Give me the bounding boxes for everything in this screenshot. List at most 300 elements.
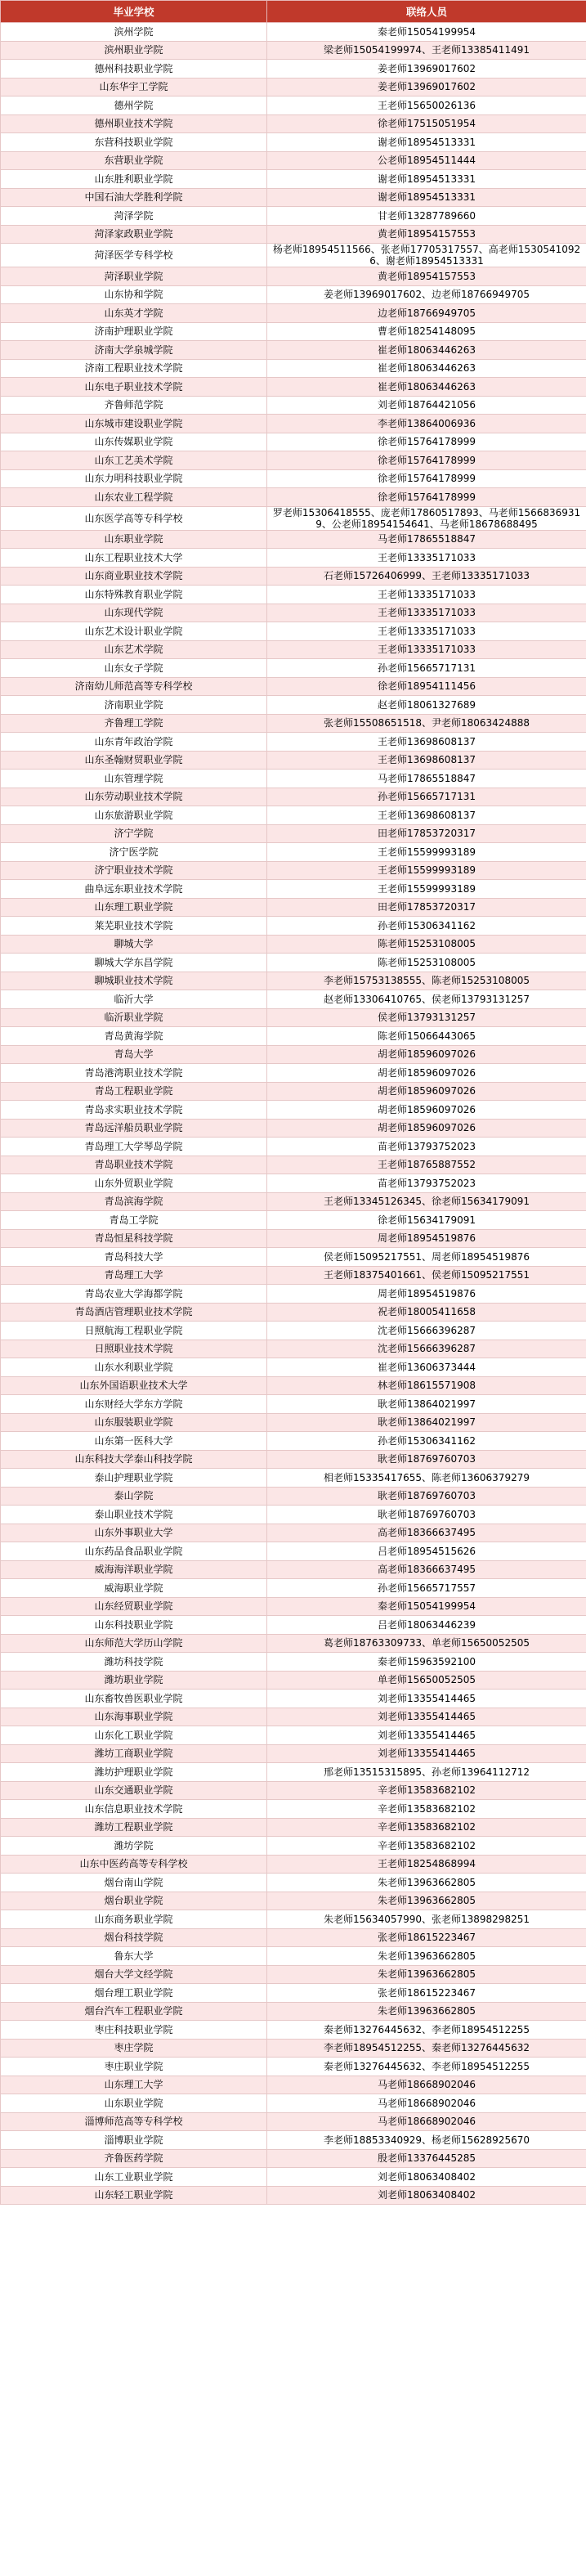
school-cell: 临沂职业学院 [1, 1008, 267, 1027]
contact-cell: 崔老师18063446263 [267, 378, 586, 397]
contact-cell: 辛老师13583682102 [267, 1800, 586, 1819]
contact-cell: 孙老师15665717557 [267, 1579, 586, 1598]
school-cell: 烟台科技学院 [1, 1928, 267, 1947]
school-cell: 山东艺术设计职业学院 [1, 622, 267, 641]
contact-cell: 王老师13345126345、徐老师15634179091 [267, 1192, 586, 1211]
table-row [1, 1800, 586, 1819]
table-row [1, 2149, 586, 2168]
table-row [1, 1303, 586, 1322]
contact-cell: 边老师18766949705 [267, 304, 586, 323]
table-row [1, 806, 586, 825]
contact-cell: 耿老师18769760703 [267, 1506, 586, 1524]
school-cell: 泰山职业技术学院 [1, 1506, 267, 1524]
school-cell: 日照航海工程职业学院 [1, 1322, 267, 1340]
table-row [1, 1597, 586, 1616]
table-row [1, 1156, 586, 1174]
school-cell: 烟台职业学院 [1, 1892, 267, 1910]
school-cell: 德州学院 [1, 96, 267, 115]
contact-cell: 周老师18954519876 [267, 1229, 586, 1248]
contact-cell: 耿老师18769760703 [267, 1487, 586, 1506]
school-cell: 聊城大学东昌学院 [1, 954, 267, 972]
school-cell: 枣庄职业学院 [1, 2058, 267, 2076]
table-row [1, 1579, 586, 1598]
school-cell: 德州职业技术学院 [1, 114, 267, 133]
contact-cell: 张老师15508651518、尹老师18063424888 [267, 714, 586, 733]
school-cell: 山东艺术学院 [1, 640, 267, 659]
contact-cell: 王老师18375401661、侯老师15095217551 [267, 1266, 586, 1285]
contact-cell: 孙老师15306341162 [267, 917, 586, 936]
contact-cell: 陈老师15253108005 [267, 935, 586, 954]
contact-cell: 李老师15753138555、陈老师15253108005 [267, 972, 586, 990]
table-row [1, 1285, 586, 1304]
school-cell: 齐鲁师范学院 [1, 396, 267, 415]
contact-cell: 高老师18366637495 [267, 1560, 586, 1579]
contact-cell: 葛老师18763309733、单老师15650052505 [267, 1634, 586, 1653]
contact-cell: 吕老师18063446239 [267, 1616, 586, 1635]
table-row [1, 2112, 586, 2131]
school-cell: 山东华宇工学院 [1, 78, 267, 96]
contact-cell: 沈老师15666396287 [267, 1322, 586, 1340]
table-row [1, 506, 586, 530]
table-row [1, 60, 586, 79]
table-row [1, 567, 586, 586]
school-cell: 山东化工职业学院 [1, 1726, 267, 1745]
school-cell: 潍坊工商职业学院 [1, 1744, 267, 1763]
school-cell: 山东外贸职业学院 [1, 1174, 267, 1193]
table-row [1, 1763, 586, 1782]
school-cell: 潍坊护理职业学院 [1, 1763, 267, 1782]
school-cell: 青岛工程职业学院 [1, 1082, 267, 1101]
table-row [1, 1947, 586, 1966]
contact-cell: 王老师15650026136 [267, 96, 586, 115]
contact-cell: 胡老师18596097026 [267, 1064, 586, 1083]
table-row [1, 861, 586, 880]
school-cell: 聊城职业技术学院 [1, 972, 267, 990]
contact-cell: 梁老师15054199974、王老师13385411491 [267, 41, 586, 60]
school-cell: 济南幼儿师范高等专科学校 [1, 677, 267, 696]
table-row [1, 244, 586, 267]
contact-cell: 朱老师13963662805 [267, 1874, 586, 1892]
table-row [1, 1690, 586, 1708]
table-row [1, 2021, 586, 2040]
contact-cell: 王老师15599993189 [267, 861, 586, 880]
table-body [1, 23, 586, 2205]
table-row [1, 1413, 586, 1432]
table-row [1, 188, 586, 207]
contact-cell: 张老师18615223467 [267, 1984, 586, 2003]
school-cell: 烟台大学文经学院 [1, 1965, 267, 1984]
contact-cell: 赵老师18061327689 [267, 696, 586, 715]
contact-cell: 王老师13698608137 [267, 733, 586, 752]
table-row [1, 2076, 586, 2094]
contact-cell: 王老师13335171033 [267, 640, 586, 659]
contact-cell: 孙老师15665717131 [267, 659, 586, 678]
contact-cell: 李老师18954512255、秦老师13276445632 [267, 2039, 586, 2058]
contact-cell: 姜老师13969017602、边老师18766949705 [267, 285, 586, 304]
contact-cell: 徐老师15764178999 [267, 488, 586, 507]
table-row [1, 1671, 586, 1690]
table-row [1, 1855, 586, 1874]
school-cell: 山东传媒职业学院 [1, 433, 267, 451]
contact-cell: 马老师18668902046 [267, 2094, 586, 2113]
table-row [1, 1928, 586, 1947]
table-row [1, 2094, 586, 2113]
school-cell: 潍坊科技学院 [1, 1653, 267, 1672]
school-cell: 青岛黄海学院 [1, 1027, 267, 1046]
school-cell: 山东胜利职业学院 [1, 170, 267, 189]
contact-cell: 侯老师15095217551、周老师18954519876 [267, 1248, 586, 1267]
school-cell: 菏泽家政职业学院 [1, 225, 267, 244]
table-row [1, 1965, 586, 1984]
table-row [1, 1450, 586, 1469]
school-cell: 山东城市建设职业学院 [1, 415, 267, 433]
school-cell: 山东轻工职业学院 [1, 2186, 267, 2205]
contact-cell: 马老师17865518847 [267, 770, 586, 788]
table-row [1, 114, 586, 133]
table-row [1, 714, 586, 733]
table-row [1, 396, 586, 415]
contact-cell: 祝老师18005411658 [267, 1303, 586, 1322]
school-cell: 青岛港湾职业技术学院 [1, 1064, 267, 1083]
table-row [1, 1432, 586, 1451]
school-cell: 山东现代学院 [1, 604, 267, 622]
school-cell: 山东女子学院 [1, 659, 267, 678]
contact-cell: 孙老师15306341162 [267, 1432, 586, 1451]
school-cell: 潍坊职业学院 [1, 1671, 267, 1690]
contact-cell: 朱老师13963662805 [267, 2002, 586, 2021]
school-cell: 曲阜远东职业技术学院 [1, 880, 267, 899]
contact-cell: 辛老师13583682102 [267, 1781, 586, 1800]
school-cell: 山东外国语职业技术大学 [1, 1376, 267, 1395]
table-row [1, 23, 586, 42]
school-cell: 潍坊工程职业学院 [1, 1818, 267, 1837]
table-row [1, 1781, 586, 1800]
table-row [1, 225, 586, 244]
contact-cell: 苗老师13793752023 [267, 1174, 586, 1193]
contact-cell: 谢老师18954513331 [267, 133, 586, 152]
school-cell: 山东师范大学历山学院 [1, 1634, 267, 1653]
school-cell: 山东旅游职业学院 [1, 806, 267, 825]
table-row [1, 170, 586, 189]
table-row [1, 1045, 586, 1064]
school-cell: 德州科技职业学院 [1, 60, 267, 79]
contact-cell: 陈老师15066443065 [267, 1027, 586, 1046]
contact-cell: 王老师13335171033 [267, 549, 586, 568]
contact-cell: 姜老师13969017602 [267, 78, 586, 96]
contact-cell: 张老师18615223467 [267, 1928, 586, 1947]
contact-cell: 秦老师15054199954 [267, 1597, 586, 1616]
table-row [1, 1192, 586, 1211]
school-cell: 齐鲁医药学院 [1, 2149, 267, 2168]
school-cell: 聊城大学 [1, 935, 267, 954]
school-cell: 山东中医药高等专科学校 [1, 1855, 267, 1874]
school-cell: 青岛酒店管理职业技术学院 [1, 1303, 267, 1322]
contact-cell: 公老师18954511444 [267, 151, 586, 170]
table-row [1, 770, 586, 788]
school-cell: 山东信息职业技术学院 [1, 1800, 267, 1819]
school-cell: 滨州职业学院 [1, 41, 267, 60]
table-row [1, 2039, 586, 2058]
table-row [1, 267, 586, 286]
school-cell: 菏泽医学专科学校 [1, 244, 267, 267]
contact-cell: 邢老师13515315895、孙老师13964112712 [267, 1763, 586, 1782]
school-cell: 山东商务职业学院 [1, 1910, 267, 1929]
contact-cell: 苗老师13793752023 [267, 1138, 586, 1156]
school-cell: 泰山护理职业学院 [1, 1469, 267, 1488]
school-cell: 东营职业学院 [1, 151, 267, 170]
contact-cell: 王老师15599993189 [267, 880, 586, 899]
table-row [1, 378, 586, 397]
contact-cell: 甘老师13287789660 [267, 207, 586, 226]
school-cell: 菏泽学院 [1, 207, 267, 226]
table-row [1, 1174, 586, 1193]
school-cell: 山东财经大学东方学院 [1, 1395, 267, 1414]
table-row [1, 1119, 586, 1138]
table-row [1, 1358, 586, 1377]
school-cell: 山东工艺美术学院 [1, 451, 267, 470]
contact-cell: 马老师18668902046 [267, 2112, 586, 2131]
table-row [1, 898, 586, 917]
table-row [1, 78, 586, 96]
school-cell: 山东商业职业技术学院 [1, 567, 267, 586]
contact-cell: 杨老师18954511566、张老师17705317557、高老师15305410926、谢老师18954513331 [267, 244, 586, 267]
contact-cell: 徐老师15764178999 [267, 433, 586, 451]
school-cell: 山东劳动职业技术学院 [1, 788, 267, 806]
school-cell: 菏泽职业学院 [1, 267, 267, 286]
school-cell: 山东理工大学 [1, 2076, 267, 2094]
school-cell: 济南护理职业学院 [1, 322, 267, 341]
contact-cell: 徐老师17515051954 [267, 114, 586, 133]
table-row [1, 1984, 586, 2003]
school-cell: 临沂大学 [1, 990, 267, 1009]
contact-cell: 刘老师13355414465 [267, 1708, 586, 1726]
header-school: 毕业学校 [1, 1, 267, 23]
table-row [1, 990, 586, 1009]
table-row [1, 1008, 586, 1027]
school-cell: 济宁医学院 [1, 843, 267, 862]
contact-cell: 高老师18366637495 [267, 1524, 586, 1542]
school-cell: 威海职业学院 [1, 1579, 267, 1598]
contact-cell: 朱老师15634057990、张老师13898298251 [267, 1910, 586, 1929]
table-row [1, 1818, 586, 1837]
school-cell: 日照职业技术学院 [1, 1340, 267, 1358]
school-cell: 山东交通职业学院 [1, 1781, 267, 1800]
table-row [1, 1910, 586, 1929]
contact-cell: 黄老师18954157553 [267, 267, 586, 286]
school-cell: 山东力明科技职业学院 [1, 469, 267, 488]
contact-cell: 李老师13864006936 [267, 415, 586, 433]
table-row [1, 659, 586, 678]
contact-cell: 秦老师15963592100 [267, 1653, 586, 1672]
school-cell: 山东青年政治学院 [1, 733, 267, 752]
contact-cell: 田老师17853720317 [267, 898, 586, 917]
school-cell: 枣庄学院 [1, 2039, 267, 2058]
contact-cell: 谢老师18954513331 [267, 170, 586, 189]
school-cell: 山东协和学院 [1, 285, 267, 304]
school-cell: 山东外事职业大学 [1, 1524, 267, 1542]
school-cell: 山东农业工程学院 [1, 488, 267, 507]
table-row [1, 341, 586, 360]
contact-cell: 石老师15726406999、王老师13335171033 [267, 567, 586, 586]
table-row [1, 1376, 586, 1395]
contact-cell: 辛老师13583682102 [267, 1837, 586, 1856]
school-cell: 山东水利职业学院 [1, 1358, 267, 1377]
contact-cell: 沈老师15666396287 [267, 1340, 586, 1358]
school-cell: 青岛科技大学 [1, 1248, 267, 1267]
table-row [1, 788, 586, 806]
table-row [1, 304, 586, 323]
table-row [1, 2186, 586, 2205]
table-row [1, 696, 586, 715]
table-row [1, 133, 586, 152]
school-cell: 滨州学院 [1, 23, 267, 42]
contact-cell: 王老师13698608137 [267, 751, 586, 770]
contact-cell: 刘老师18063408402 [267, 2168, 586, 2187]
school-cell: 济宁职业技术学院 [1, 861, 267, 880]
table-row [1, 285, 586, 304]
table-row [1, 604, 586, 622]
contact-cell: 马老师17865518847 [267, 530, 586, 549]
contact-cell: 周老师18954519876 [267, 1285, 586, 1304]
contact-cell: 马老师18668902046 [267, 2076, 586, 2094]
table-row [1, 972, 586, 990]
table-row [1, 1616, 586, 1635]
contact-cell: 吕老师18954515626 [267, 1542, 586, 1561]
contact-cell: 黄老师18954157553 [267, 225, 586, 244]
contact-cell: 朱老师13963662805 [267, 1892, 586, 1910]
school-cell: 淄博师范高等专科学校 [1, 2112, 267, 2131]
table-row [1, 1322, 586, 1340]
contact-cell: 朱老师13963662805 [267, 1947, 586, 1966]
school-cell: 山东电子职业技术学院 [1, 378, 267, 397]
school-cell: 潍坊学院 [1, 1837, 267, 1856]
table-row [1, 96, 586, 115]
contact-cell: 徐老师18954111456 [267, 677, 586, 696]
school-cell: 山东职业学院 [1, 530, 267, 549]
school-cell: 青岛恒星科技学院 [1, 1229, 267, 1248]
table-row [1, 41, 586, 60]
table-row [1, 322, 586, 341]
school-cell: 山东英才学院 [1, 304, 267, 323]
table-row [1, 1027, 586, 1046]
table-row [1, 1064, 586, 1083]
school-cell: 枣庄科技职业学院 [1, 2021, 267, 2040]
table-row [1, 954, 586, 972]
table-row [1, 733, 586, 752]
contact-cell: 刘老师18063408402 [267, 2186, 586, 2205]
table-row [1, 433, 586, 451]
table-row [1, 1487, 586, 1506]
school-cell: 鲁东大学 [1, 1947, 267, 1966]
table-row [1, 488, 586, 507]
school-cell: 淄博职业学院 [1, 2131, 267, 2150]
contact-cell: 刘老师13355414465 [267, 1726, 586, 1745]
contact-cell: 谢老师18954513331 [267, 188, 586, 207]
school-cell: 青岛农业大学海都学院 [1, 1285, 267, 1304]
table-row [1, 677, 586, 696]
school-cell: 烟台汽车工程职业学院 [1, 2002, 267, 2021]
school-cell: 青岛大学 [1, 1045, 267, 1064]
table-row [1, 1892, 586, 1910]
contact-cell: 单老师15650052505 [267, 1671, 586, 1690]
contact-cell: 王老师13335171033 [267, 622, 586, 641]
school-cell: 山东工程职业技术大学 [1, 549, 267, 568]
table-row [1, 1506, 586, 1524]
contact-cell: 秦老师15054199954 [267, 23, 586, 42]
school-cell: 山东理工职业学院 [1, 898, 267, 917]
contact-cell: 朱老师13963662805 [267, 1965, 586, 1984]
contact-cell: 耿老师18769760703 [267, 1450, 586, 1469]
table-row [1, 1726, 586, 1745]
table-row [1, 2168, 586, 2187]
table-row [1, 1266, 586, 1285]
contact-cell: 刘老师13355414465 [267, 1690, 586, 1708]
school-cell: 东营科技职业学院 [1, 133, 267, 152]
table-row [1, 451, 586, 470]
table-row [1, 586, 586, 604]
contact-cell: 徐老师15634179091 [267, 1211, 586, 1230]
table-row [1, 622, 586, 641]
school-cell: 山东服装职业学院 [1, 1413, 267, 1432]
table-row [1, 469, 586, 488]
school-cell: 山东畜牧兽医职业学院 [1, 1690, 267, 1708]
school-cell: 青岛远洋船员职业学院 [1, 1119, 267, 1138]
contact-cell: 崔老师18063446263 [267, 341, 586, 360]
table-row [1, 151, 586, 170]
table-row [1, 530, 586, 549]
table-row [1, 1653, 586, 1672]
contact-cell: 崔老师13606373444 [267, 1358, 586, 1377]
table-row [1, 1708, 586, 1726]
contact-cell: 秦老师13276445632、李老师18954512255 [267, 2058, 586, 2076]
school-cell: 中国石油大学胜利学院 [1, 188, 267, 207]
school-cell: 烟台南山学院 [1, 1874, 267, 1892]
table-row [1, 640, 586, 659]
table-row [1, 2058, 586, 2076]
table-row [1, 1560, 586, 1579]
school-cell: 山东科技大学泰山科技学院 [1, 1450, 267, 1469]
school-cell: 青岛滨海学院 [1, 1192, 267, 1211]
contact-cell: 胡老师18596097026 [267, 1082, 586, 1101]
table-row [1, 2131, 586, 2150]
contact-cell: 辛老师13583682102 [267, 1818, 586, 1837]
school-cell: 泰山学院 [1, 1487, 267, 1506]
school-cell: 济宁学院 [1, 824, 267, 843]
table-row [1, 549, 586, 568]
contact-cell: 殷老师13376445285 [267, 2149, 586, 2168]
table-row [1, 880, 586, 899]
table-row [1, 843, 586, 862]
contact-cell: 刘老师13355414465 [267, 1744, 586, 1763]
table-row [1, 1082, 586, 1101]
contact-cell: 王老师13698608137 [267, 806, 586, 825]
school-cell: 山东海事职业学院 [1, 1708, 267, 1726]
contact-cell: 陈老师15253108005 [267, 954, 586, 972]
table-row [1, 1340, 586, 1358]
contact-cell: 田老师17853720317 [267, 824, 586, 843]
school-cell: 山东药品食品职业学院 [1, 1542, 267, 1561]
school-cell: 山东圣翰财贸职业学院 [1, 751, 267, 770]
table-row [1, 359, 586, 378]
contact-cell: 徐老师15764178999 [267, 451, 586, 470]
contact-cell: 孙老师15665717131 [267, 788, 586, 806]
table-row [1, 415, 586, 433]
school-cell: 青岛理工大学 [1, 1266, 267, 1285]
contact-cell: 秦老师13276445632、李老师18954512255 [267, 2021, 586, 2040]
school-cell: 烟台理工职业学院 [1, 1984, 267, 2003]
school-cell: 青岛理工大学琴岛学院 [1, 1138, 267, 1156]
school-cell: 青岛工学院 [1, 1211, 267, 1230]
